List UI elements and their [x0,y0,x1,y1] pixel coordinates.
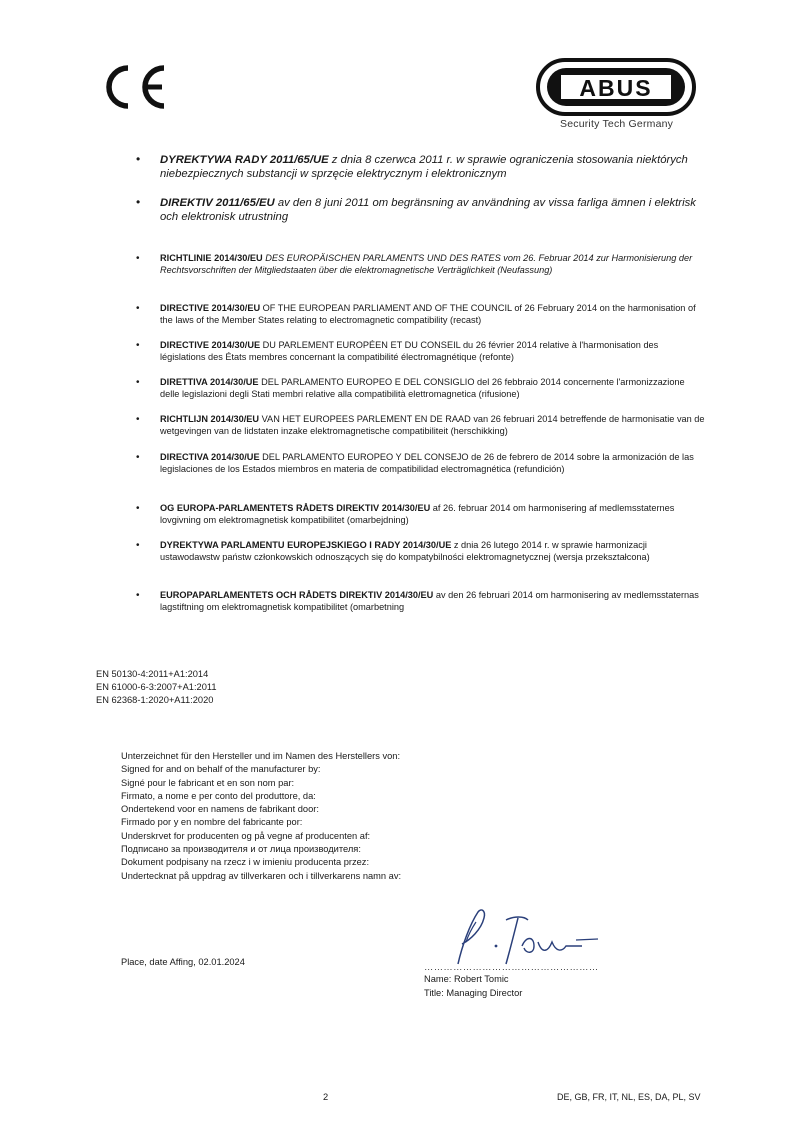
directive-ref: RICHTLIJN 2014/30/EU [160,414,260,424]
signed-line: Unterzeichnet für den Hersteller und im Namen des Herstellers von: [121,751,401,761]
signed-line: Signé pour le fabricant et en son nom par: [121,777,295,788]
directive-ref: DIRETTIVA 2014/30/UE [160,377,259,387]
directive-item [136,502,706,526]
bullet-icon: • [136,303,140,314]
signatory-block [424,972,522,1000]
directive-text: OF THE EUROPEAN PARLIAMENT AND OF THE COUNCIL of 26 February 2014 on the harmonisation of the laws of the Member States relating to electromagnetic compatibility (recast) [160,303,696,326]
directive-text: av den 8 juni 2011 om begränsning av användning av vissa farliga ämnen i elektrisk och elektronisk utrustning [160,197,696,223]
directive-ref: DIREKTIV 2011/65/EU [160,197,275,209]
standard-item: EN 61000-6-3:2007+A1:2011 [96,682,217,692]
signatory-name: Name: Robert Tomic [424,974,509,984]
bullet-icon: • [136,414,140,425]
signed-line: Underskrvet for producenten og på vegne af producenten af: [121,830,371,841]
signatory-title: Title: Managing Director [424,988,523,998]
bullet-icon: • [136,503,140,514]
directive-ref: RICHTLINIE 2014/30/EU [160,253,263,263]
standard-item: EN 62368-1:2020+A11:2020 [96,695,214,705]
directive-text: DU PARLEMENT EUROPÉEN ET DU CONSEIL du 26 février 2014 relative à l'harmonisation des législations des États membres concernant la compatibilité électromagnétique (refonte) [160,340,659,363]
signed-line: Dokument podpisany na rzecz i w imieniu producenta przez: [121,857,370,868]
directive-text: DES EUROPÄISCHEN PARLAMENTS UND DES RATES vom 26. Februar 2014 zur Harmonisierung der Rechtsvorschriften der Mitgliedstaaten über die elektromagnetische Verträglichkeit (Neufassung) [160,253,693,276]
directive-item [136,539,706,563]
handwritten-signature [448,906,608,968]
bullet-icon: • [136,195,141,209]
language-codes: DE, GB, FR, IT, NL, ES, DA, PL, SV [557,1092,701,1102]
abus-logo [536,58,696,116]
place-date: Place, date Affing, 02.01.2024 [121,957,245,967]
directive-ref: DIRECTIVA 2014/30/UE [160,452,260,462]
bullet-icon: • [136,590,140,601]
directive-text: z dnia 8 czerwca 2011 r. w sprawie ograniczenia stosowania niektórych niebezpiecznych substancji w sprzęcie elektrycznym i elektronicznym [160,154,688,180]
directive-item [136,153,706,181]
directive-text: DEL PARLAMENTO EUROPEO Y DEL CONSEJO de 26 de febrero de 2014 sobre la armonización de las legislaciones de los Estados miembros en materia de compatibilidad electromagnética (refundición) [160,452,694,475]
standards-list [96,668,217,707]
logo-text: ABUS [579,75,653,101]
signed-line: Firmado por y en nombre del fabricante por: [121,817,303,828]
bullet-icon: • [136,340,140,351]
bullet-icon: • [136,540,140,551]
directive-item [136,302,706,326]
directive-text: VAN HET EUROPEES PARLEMENT EN DE RAAD van 26 februari 2014 betreffende de harmonisatie van de wetgevingen van de lidstaten inzake elektromagnetische compatibiliteit (herschikking) [160,414,705,437]
directive-item [136,339,706,363]
bullet-icon: • [136,377,140,388]
bullet-icon: • [136,452,140,463]
directive-item [136,413,706,437]
signature-line: ……………………………………………… [424,962,599,972]
directive-ref: OG EUROPA-PARLAMENTETS RÅDETS DIREKTIV 2014/30/EU [160,503,431,513]
directive-ref: DIRECTIVE 2014/30/UE [160,340,261,350]
directive-item [136,451,706,475]
directive-item [136,589,706,613]
standard-item: EN 50130-4:2011+A1:2014 [96,669,209,679]
directive-ref: DIRECTIVE 2014/30/EU [160,303,261,313]
directive-item [136,196,706,224]
bullet-icon: • [136,253,140,264]
directive-text: av den 26 februari 2014 om harmonisering av medlemsstaternas lagstiftning om elektromagnetisk kompatibilitet (omarbetning [160,590,699,613]
directive-ref: DYREKTYWA PARLAMENTU EUROPEJSKIEGO I RADY 2014/30/UE [160,540,452,550]
signed-line: Undertecknat på uppdrag av tillverkaren och i tillverkarens namn av: [121,870,402,881]
logo-tagline: Security Tech Germany [560,118,674,130]
bullet-icon: • [136,152,141,166]
directive-text: DEL PARLAMENTO EUROPEO E DEL CONSIGLIO del 26 febbraio 2014 concernente l'armonizzazione delle legislazioni degli Stati membri relative alla compatibilità elettromagnetica (rifusione) [160,377,685,400]
directive-item [136,376,706,400]
directive-text: af 26. februar 2014 om harmonisering af medlemsstaternes lovgivning om elektromagnetisk kompatibilitet (omarbejdning) [160,503,675,526]
page-number: 2 [323,1092,329,1102]
directive-ref: EUROPAPARLAMENTETS OCH RÅDETS DIREKTIV 2014/30/EU [160,590,434,600]
signed-line: Ondertekend voor en namens de fabrikant door: [121,804,319,815]
signed-line: Firmato, a nome e per conto del produttore, da: [121,790,316,801]
directive-item [136,252,706,276]
directive-text: z dnia 26 lutego 2014 r. w sprawie harmonizacji ustawodawstw państw członkowskich odnoszących się do kompatybilności elektromagnetycznej (wersja przekształcona) [160,540,650,563]
signed-on-behalf-block [121,750,401,883]
directive-ref: DYREKTYWA RADY 2011/65/UE [160,154,329,166]
ce-mark-icon [98,62,170,112]
signed-line: Signed for and on behalf of the manufacturer by: [121,764,321,775]
signed-line: Подписано за производителя и от лица производителя: [121,844,361,855]
